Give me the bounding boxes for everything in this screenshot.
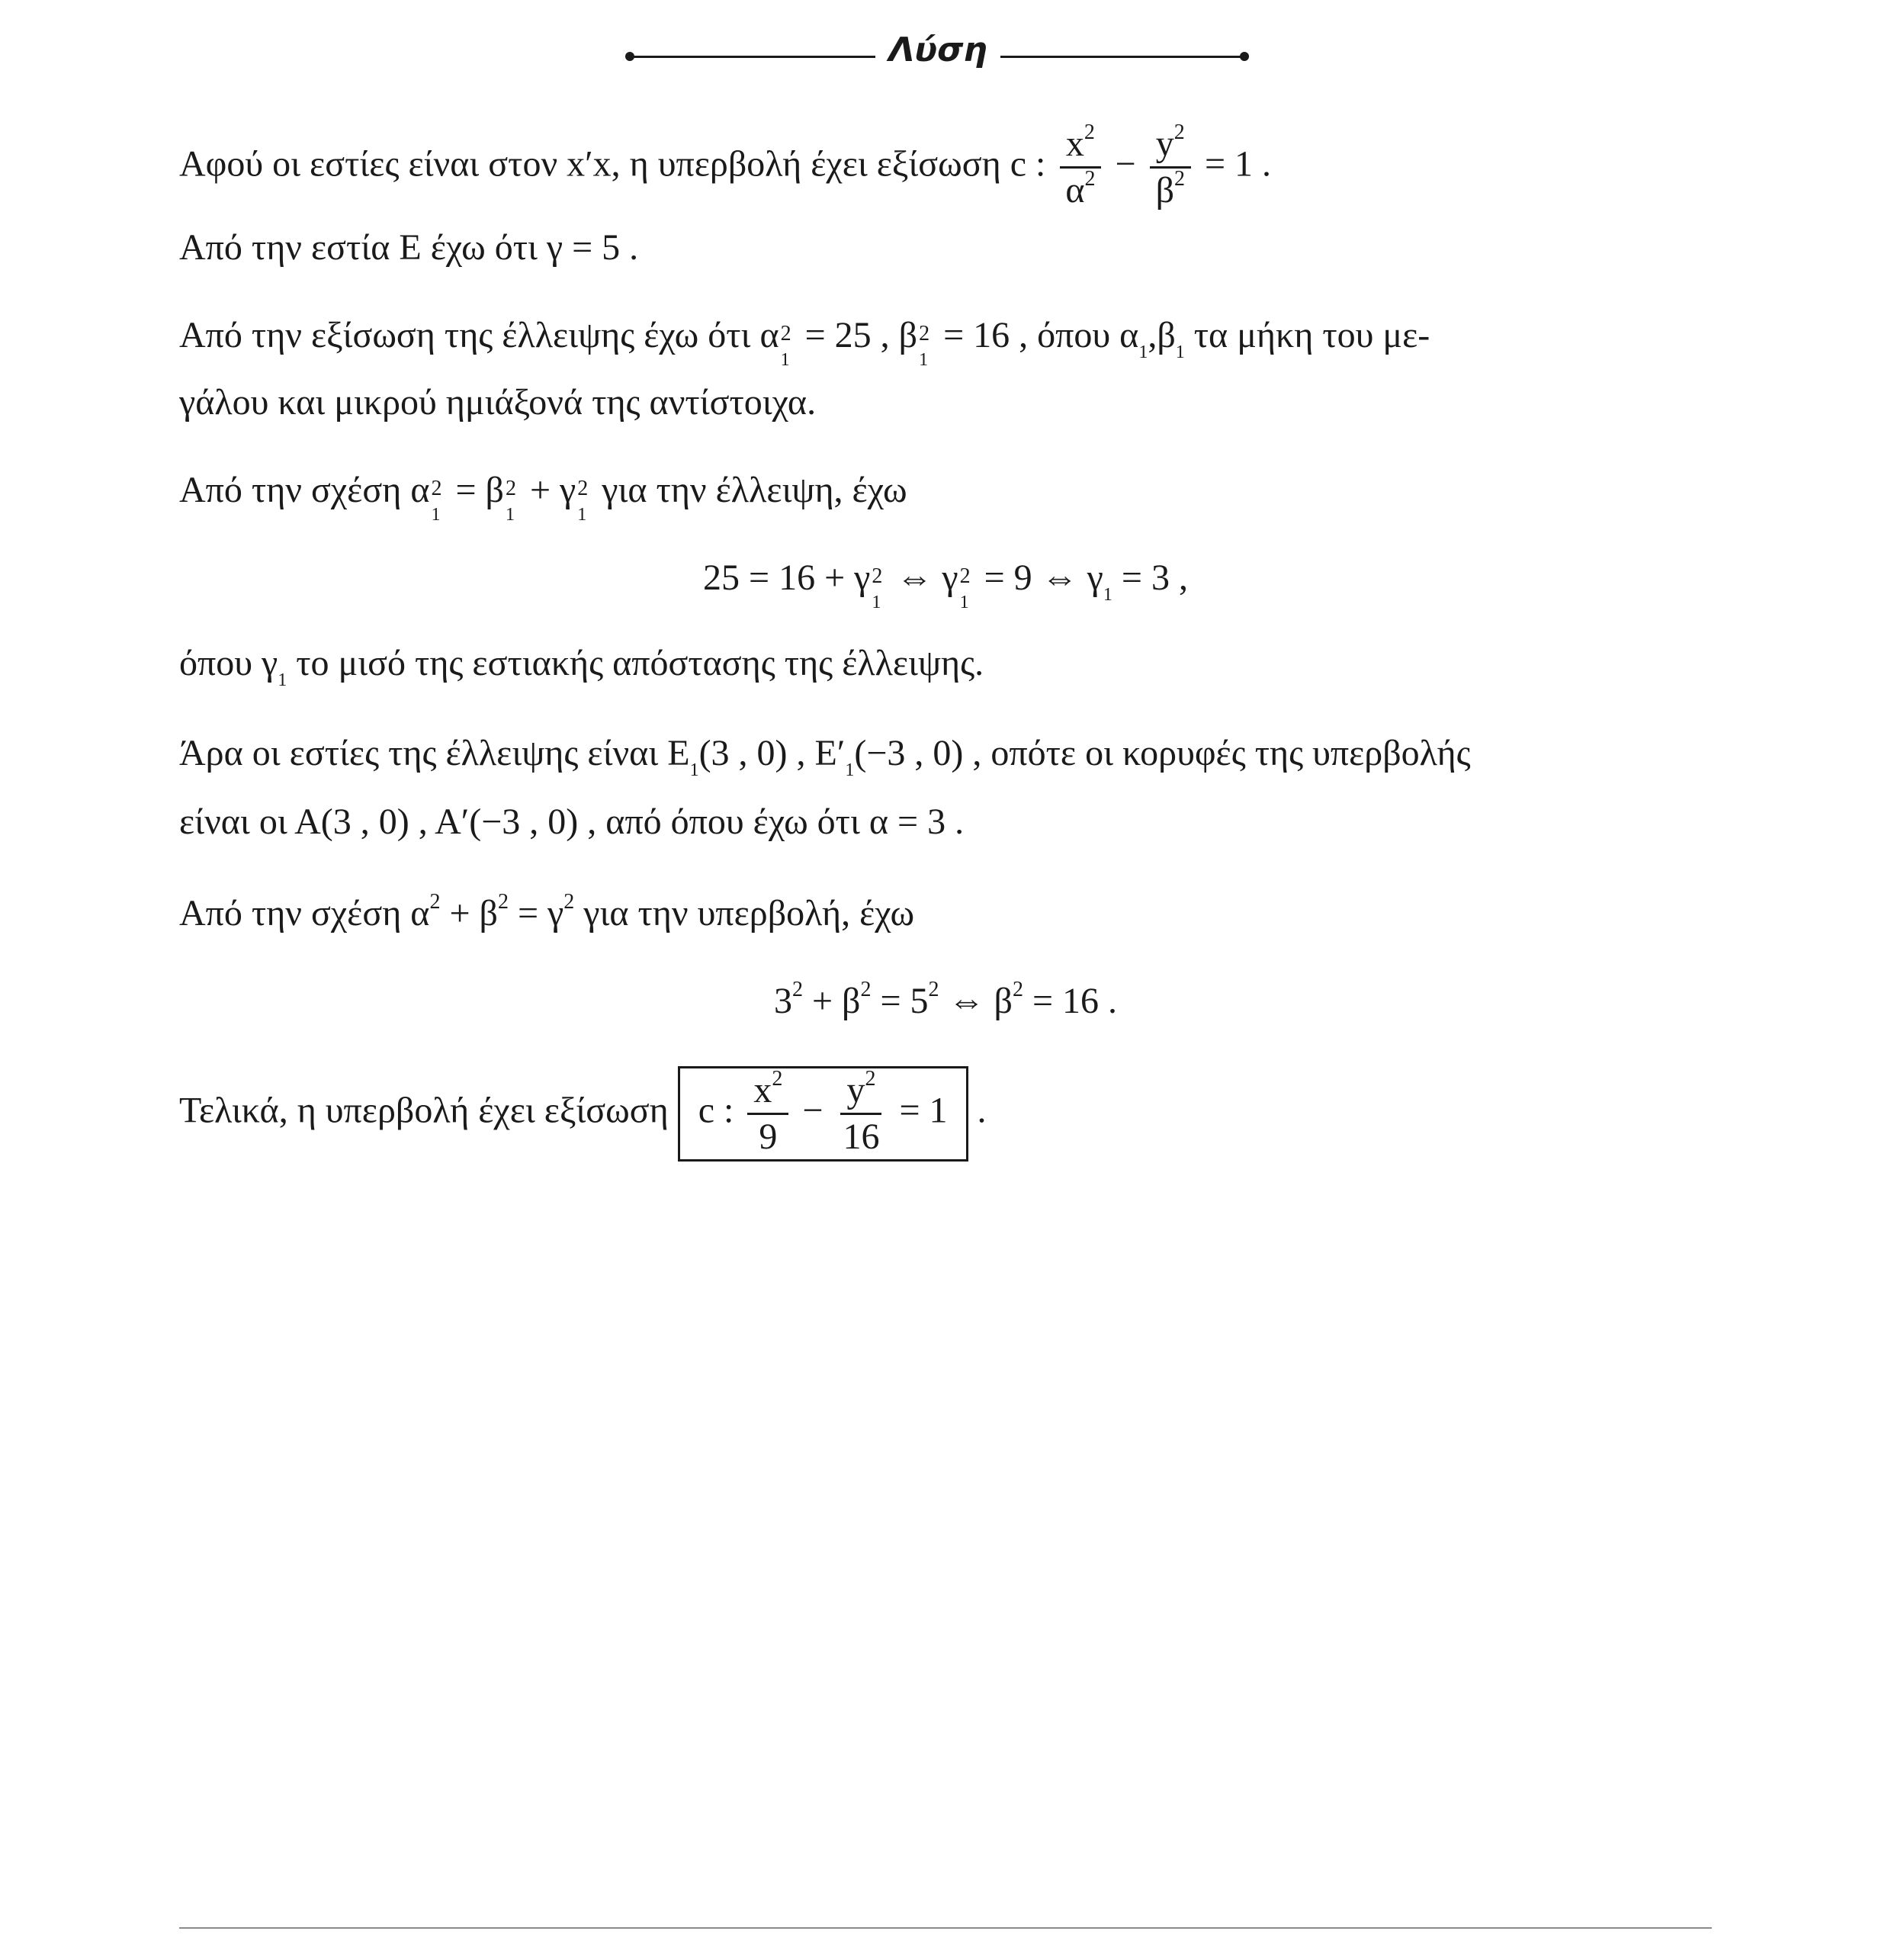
line-vertices: είναι οι Α(3 , 0) , Α′(−3 , 0) , από όπου έχω ότι α = 3 . (179, 802, 965, 842)
fraction-y2-16: $\frac{y^2}{16}$ (836, 1068, 885, 1159)
fraction-x2-a2: $\frac{x^2}{\alpha^2}$ (1059, 122, 1101, 213)
line-ellipse-relation: Από την σχέση α 2 1 = β 2 1 + γ 2 1 για την έλλειψη, έχω (179, 470, 907, 525)
line-hyperbola-relation: Από την σχέση $\alpha^2 + \beta^2 = \gamma^2$ για την υπερβολή, έχω (179, 890, 915, 933)
equation-gamma1: 25 = 16 + γ 2 1 ⇔ γ 2 1 = 9 ⇔ $\gamma_1 = 3$ , (703, 557, 1188, 612)
equation-beta: $3^2 + \beta^2 = 5^2$ ⇔ $\beta^2 = 16$ . (773, 978, 1118, 1021)
heading-right-dot (1240, 52, 1249, 61)
line-ellipse-foci: Άρα οι εστίες της έλλειψης είναι $E_1(3$ , 0) , $E'_1(-3$ , 0) , οπότε οι κορυφές της υπερβολής (179, 733, 1471, 780)
line-focus: Από την εστία Ε έχω ότι γ = 5 . (179, 227, 639, 268)
footer-rule (179, 1927, 1712, 1929)
final-equation-box: c : $\frac{x^2}{9}$ − $\frac{y^2}{16}$ = 1 (678, 1066, 968, 1162)
line-semiaxes: γάλου και μικρού ημιάξονά της αντίστοιχα. (179, 382, 817, 423)
heading-left-rule (631, 56, 875, 58)
heading-right-rule (1000, 56, 1244, 58)
fraction-y2-b2: $\frac{y^2}{\beta^2}$ (1150, 122, 1191, 213)
line-gamma1-meaning: όπου $\gamma_1$ το μισό της εστιακής απόστασης της έλλειψης. (179, 643, 984, 690)
line-final-answer: Τελικά, η υπερβολή έχει εξίσωση c : $\frac{x^2}{9}$ − $\frac{y^2}{16}$ = 1 . (179, 1066, 987, 1162)
solution-heading (625, 31, 1250, 84)
line-hyperbola-form: Αφού οι εστίες είναι στον x′x, η υπερβολή έχει εξίσωση c : $\frac{x^2}{\alpha^2}$ − $\frac{y^2}{\beta^2}$ = 1 . (179, 122, 1271, 213)
heading-title: Λύση (888, 31, 987, 69)
line-ellipse-equation: Από την εξίσωση της έλλειψης έχω ότι α 2 1 = 25 , β 2 1 = 16 , όπου $\alpha_1,\beta_1$ τα μήκη του με- (179, 315, 1430, 370)
fraction-x2-9: $\frac{x^2}{9}$ (747, 1068, 788, 1159)
